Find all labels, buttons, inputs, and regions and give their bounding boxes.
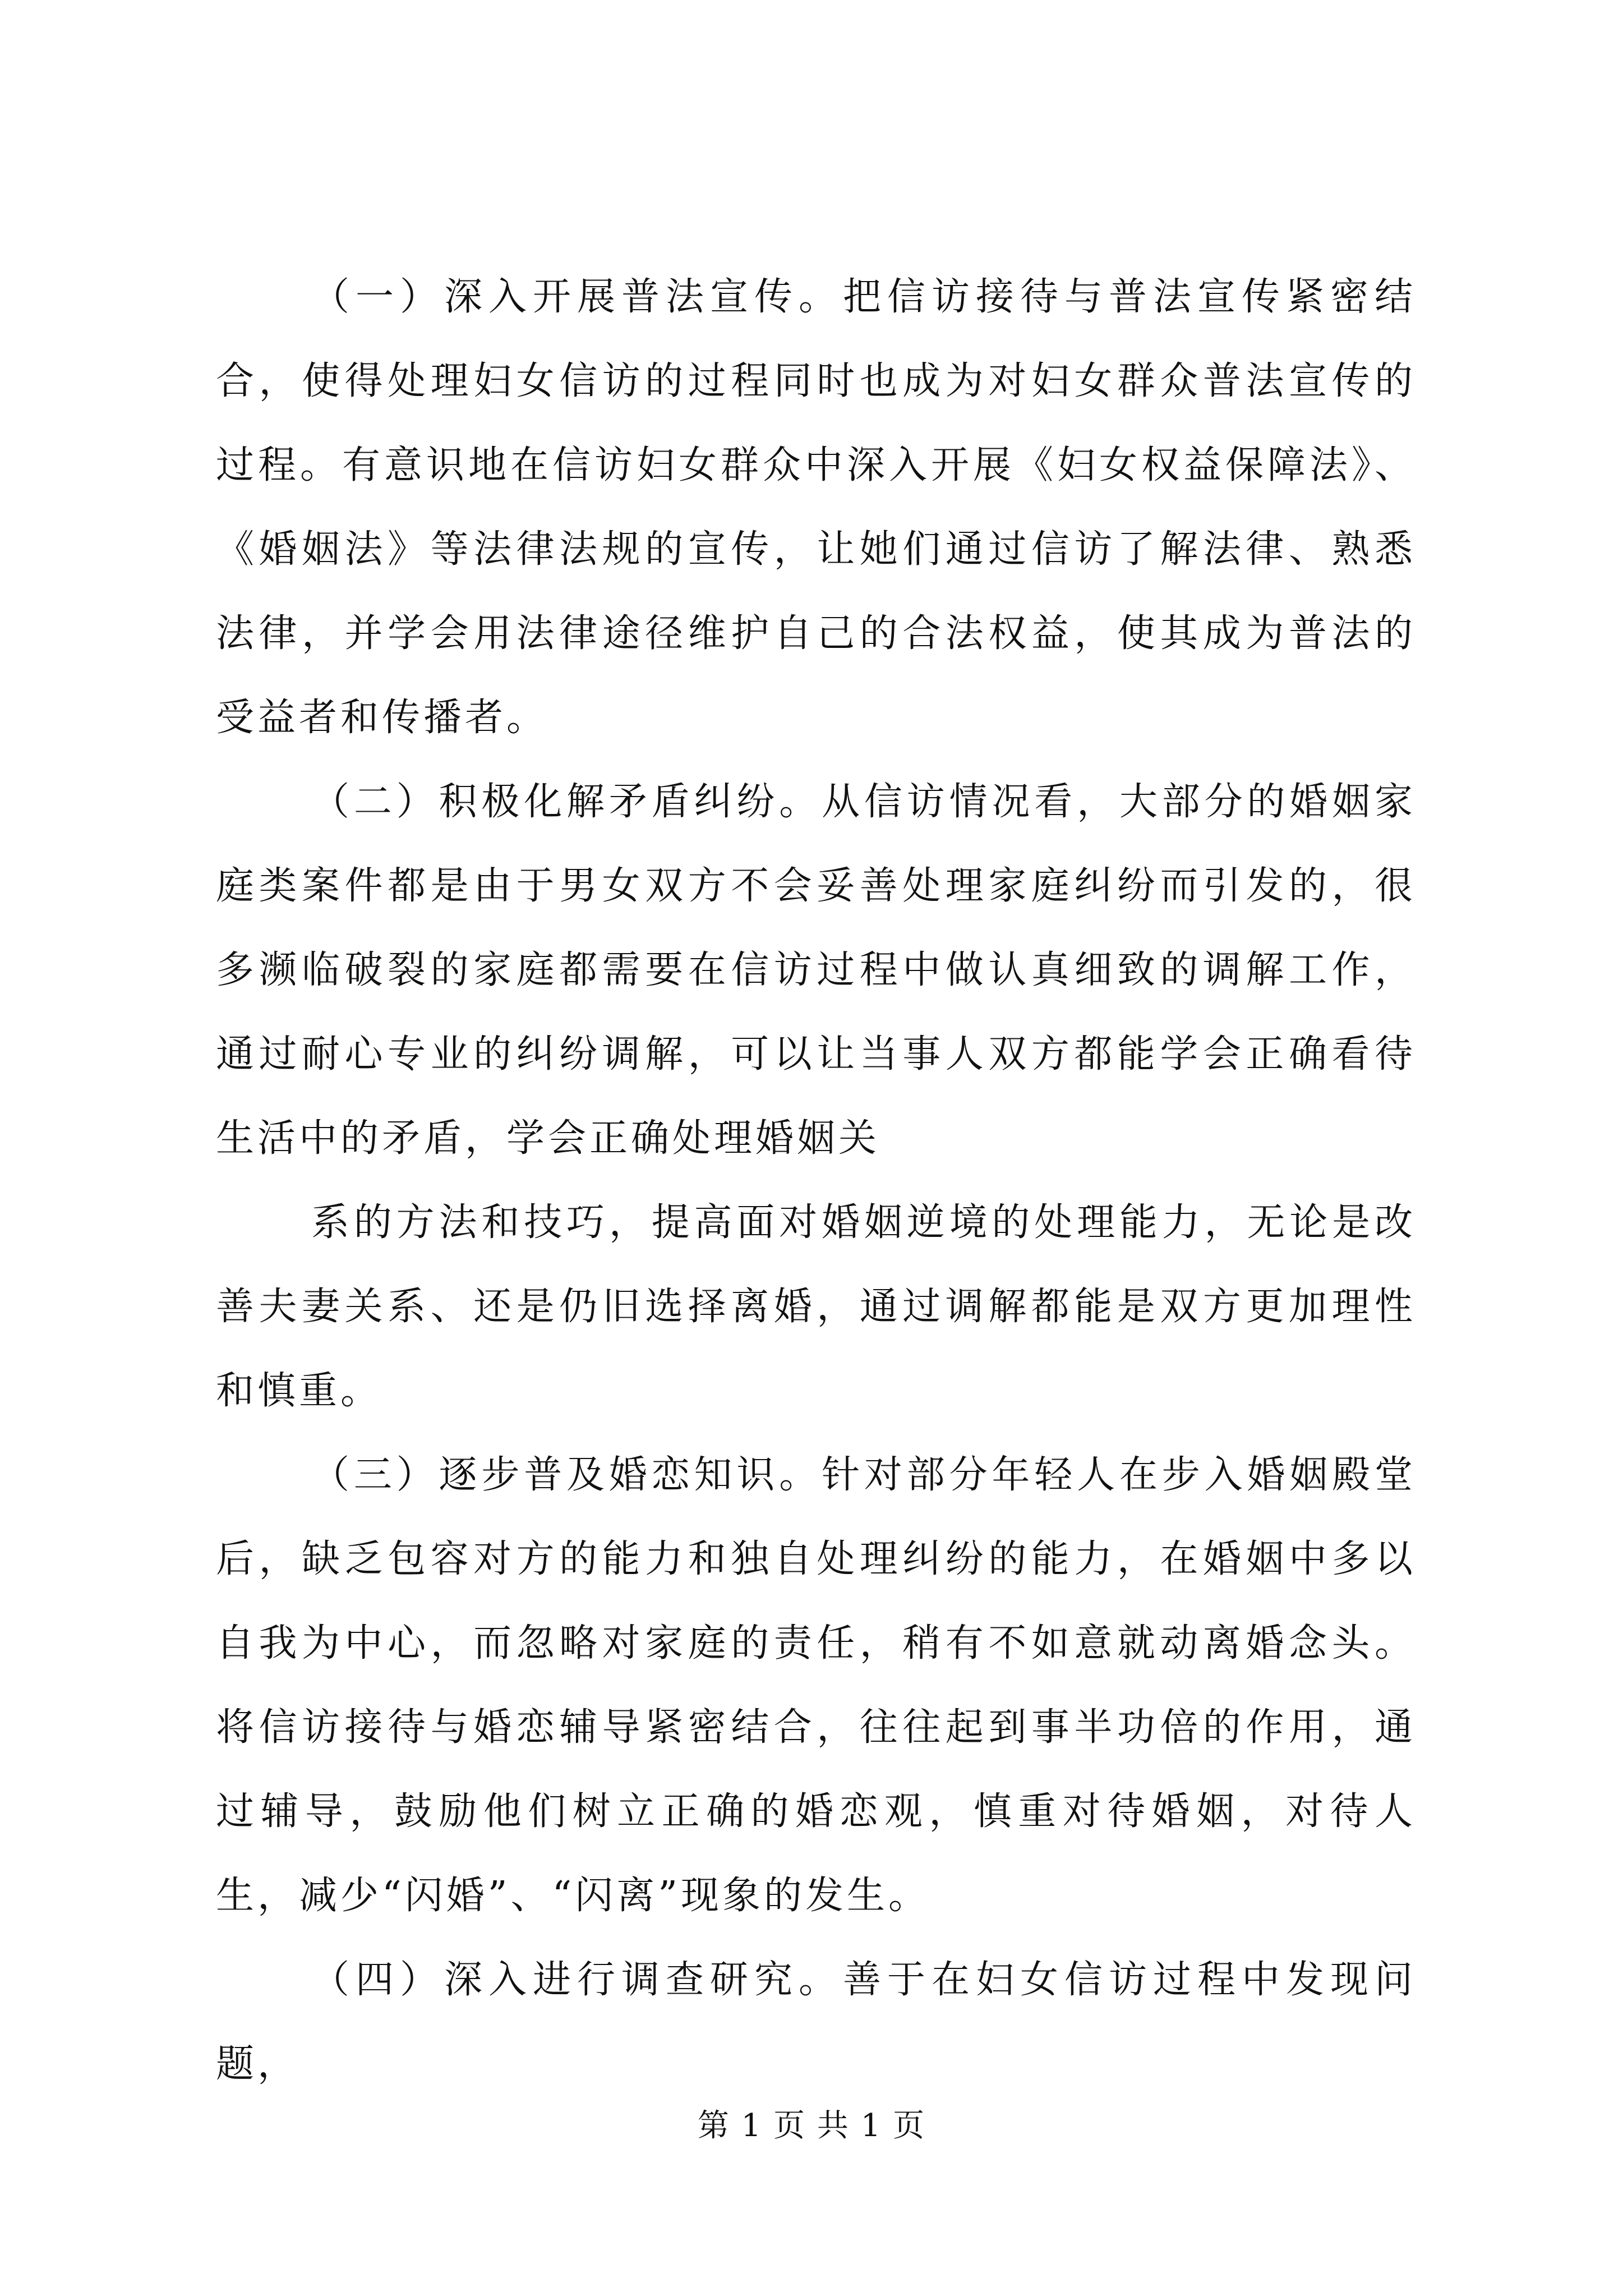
paragraph-3: （三）逐步普及婚恋知识。针对部分年轻人在步入婚姻殿堂后，缺乏包容对方的能力和独自处理纠纷的能力，在婚姻中多以自我为中心，而忽略对家庭的责任，稍有不如意就动离婚念头。将信访接待与婚恋辅导紧密结合，往往起到事半功倍的作用，通过辅导，鼓励他们树立正确的婚恋观，慎重对待婚姻，对待人生，减少“闪婚”、“闪离”现象的发生。 [216,1453,1416,1918]
document-body [216,255,1416,2106]
page-footer: 第 1 页 共 1 页 [697,2108,926,2144]
paragraph-4: （四）深入进行调查研究。善于在妇女信访过程中发现问题， [216,1958,1416,2086]
paragraph-2-continued: 系的方法和技巧，提高面对婚姻逆境的处理能力，无论是改善夫妻关系、还是仍旧选择离婚，通过调解都能是双方更加理性和慎重。 [216,1200,1416,1413]
paragraph-1: （一）深入开展普法宣传。把信访接待与普法宣传紧密结合，使得处理妇女信访的过程同时也成为对妇女群众普法宣传的过程。有意识地在信访妇女群众中深入开展《妇女权益保障法》、《婚姻法》等法律法规的宣传，让她们通过信访了解法律、熟悉法律，并学会用法律途径维护自己的合法权益，使其成为普法的受益者和传播者。 [216,275,1416,740]
paragraph-2: （二）积极化解矛盾纠纷。从信访情况看，大部分的婚姻家庭类案件都是由于男女双方不会妥善处理家庭纠纷而引发的，很多濒临破裂的家庭都需要在信访过程中做认真细致的调解工作，通过耐心专业的纠纷调解，可以让当事人双方都能学会正确看待生活中的矛盾，学会正确处理婚姻关 [216,780,1416,1161]
